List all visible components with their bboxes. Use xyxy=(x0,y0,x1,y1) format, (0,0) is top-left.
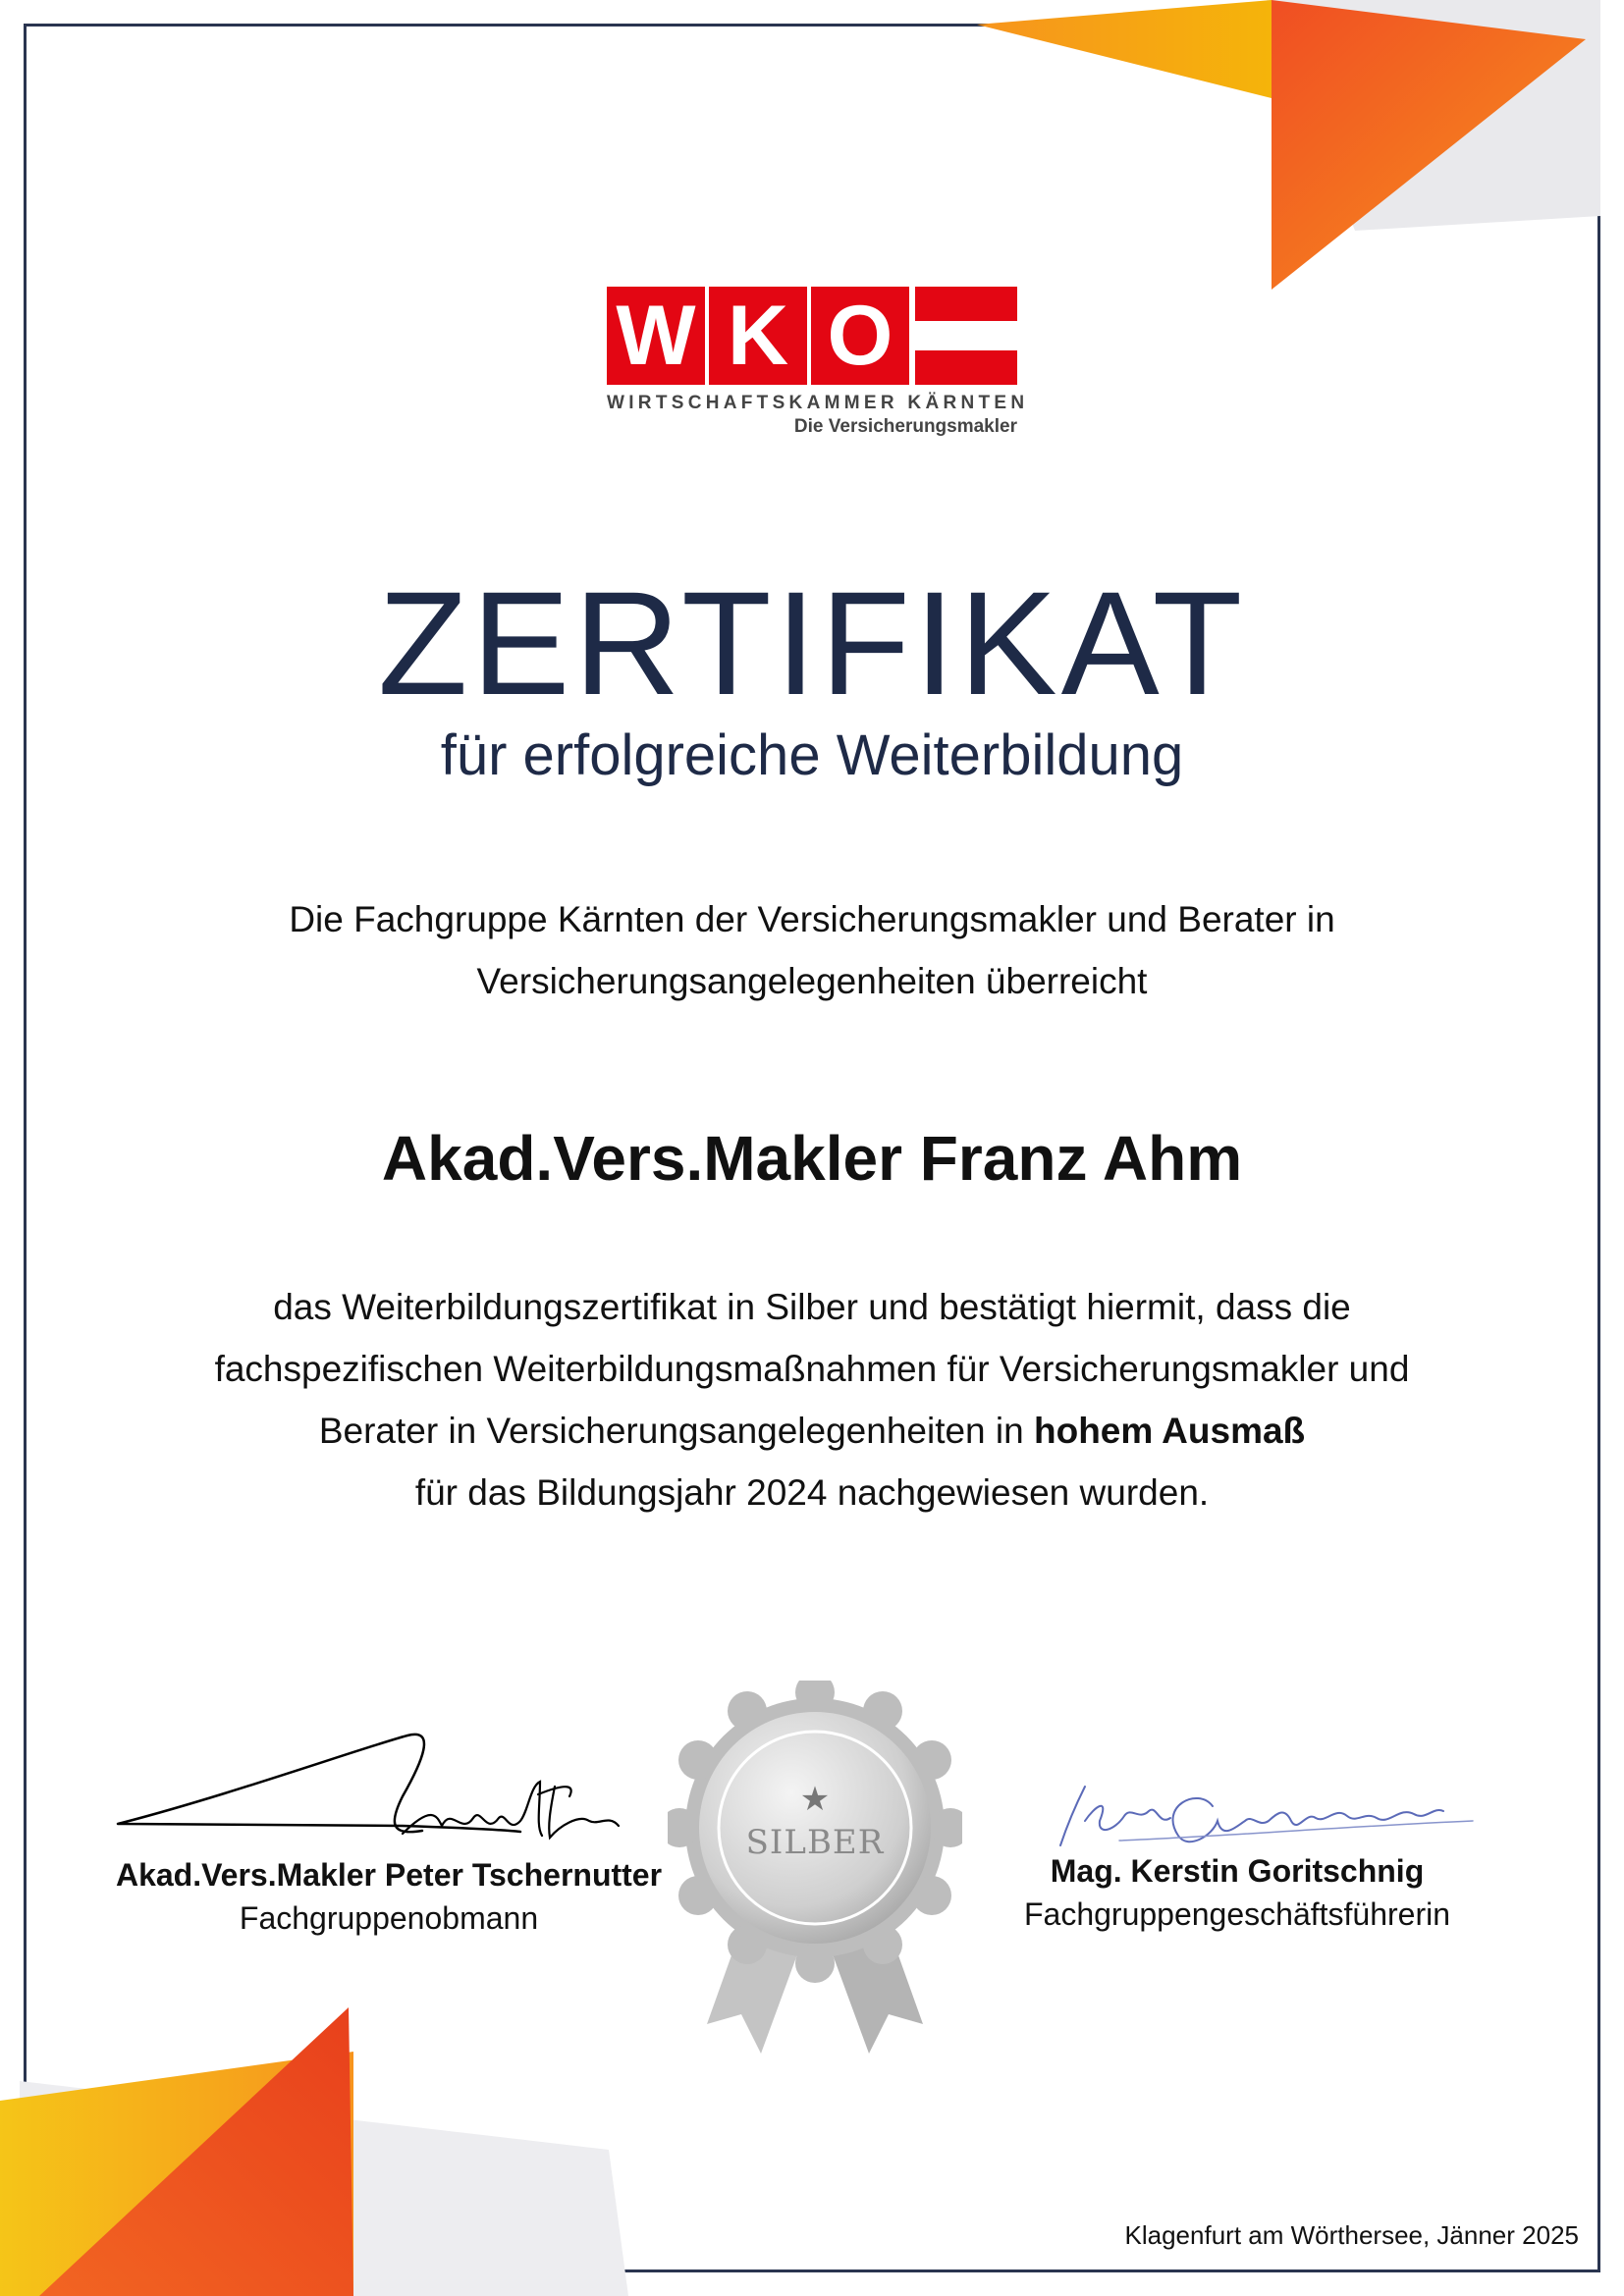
logo-letter-k: K xyxy=(709,287,807,385)
wko-logo xyxy=(607,287,1029,438)
intro-text xyxy=(0,888,1624,1012)
intro-line-1: Die Fachgruppe Kärnten der Versicherungsmakler und Berater in xyxy=(289,899,1335,939)
logo-flag-stripes xyxy=(915,287,1017,385)
signature-right xyxy=(972,1849,1502,1936)
logo-division-name: Die Versicherungsmakler xyxy=(793,416,1017,437)
certificate-body xyxy=(0,1276,1624,1523)
intro-line-2: Versicherungsangelegenheiten überreicht xyxy=(476,961,1148,1001)
signer-right-name: Mag. Kerstin Goritschnig xyxy=(1050,1853,1425,1889)
body-line-3 xyxy=(0,1400,1624,1462)
deco-top-yellow xyxy=(977,0,1272,98)
place-and-date: Klagenfurt am Wörthersee, Jänner 2025 xyxy=(1124,2220,1579,2250)
signer-left-name: Akad.Vers.Makler Peter Tschernutter xyxy=(115,1857,663,1893)
recipient-name: Akad.Vers.Makler Franz Ahm xyxy=(381,1123,1243,1194)
silver-seal xyxy=(668,1681,962,2073)
seal-star: ★ xyxy=(799,1780,831,1819)
signature-right-image xyxy=(1041,1767,1492,1855)
body-line-1: das Weiterbildungszertifikat in Silber und bestätigt hiermit, dass die xyxy=(273,1287,1351,1327)
signature-left-image xyxy=(108,1688,638,1855)
signer-right-role: Fachgruppengeschäftsführerin xyxy=(1023,1896,1451,1932)
seal-label: SILBER xyxy=(745,1823,885,1862)
body-line-2: fachspezifischen Weiterbildungsmaßnahmen für Versicherungsmakler und xyxy=(214,1349,1410,1389)
certificate-title: ZERTIFIKAT xyxy=(377,561,1247,725)
logo-letter-w: W xyxy=(607,287,705,385)
body-line-4: für das Bildungsjahr 2024 nachgewiesen wurden. xyxy=(414,1472,1210,1513)
body-line-3-text: Berater in Versicherungsangelegenheiten in xyxy=(318,1411,1034,1451)
body-emphasis: hohem Ausmaß xyxy=(1034,1411,1306,1451)
signature-left xyxy=(59,1853,719,1940)
logo-chamber-name: WIRTSCHAFTSKAMMER KÄRNTEN xyxy=(607,393,1029,413)
logo-letter-o: O xyxy=(811,287,909,385)
signer-left-role: Fachgruppenobmann xyxy=(239,1900,539,1936)
certificate-subtitle: für erfolgreiche Weiterbildung xyxy=(440,723,1184,787)
